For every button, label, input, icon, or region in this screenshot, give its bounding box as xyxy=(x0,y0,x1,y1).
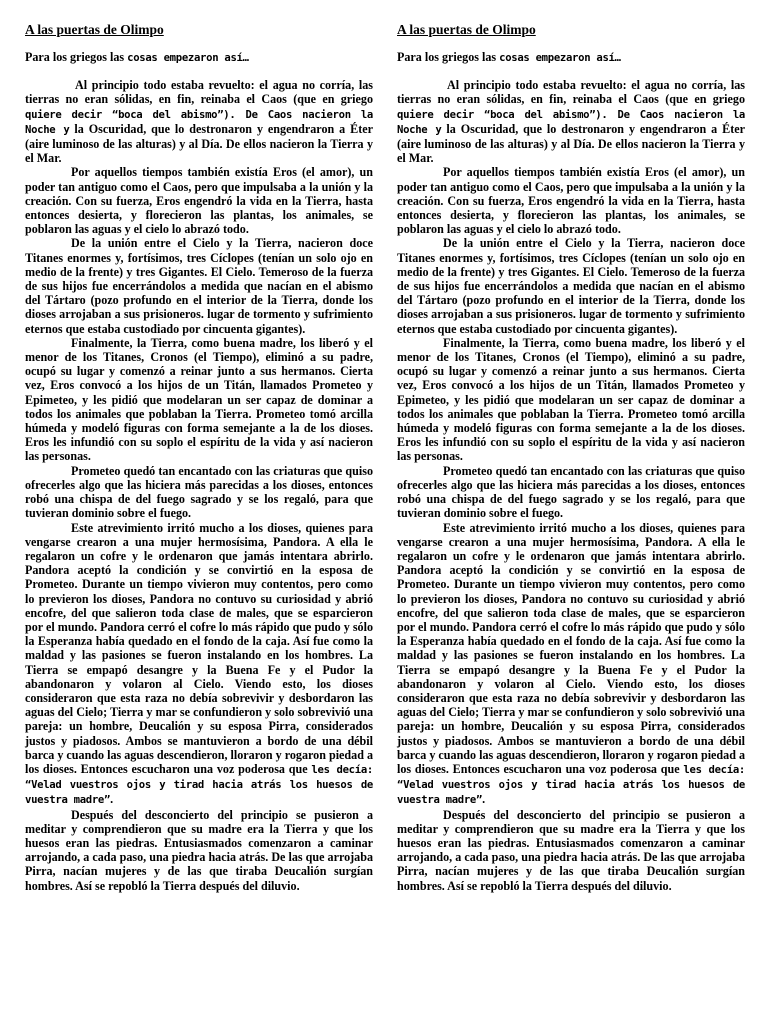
document-title: A las puertas de Olimpo xyxy=(25,22,164,37)
paragraph-7-copy: Después del desconcierto del principio se pusieron a meditar y comprendieron que su madre era la Tierra y que los huesos eran las piedras. Entusiasmados comenzaron a caminar arrojando, a cada paso, una piedra hacia atrás. De las que arrojaba Pirra, nacían mujeres y de las que tiraba Deucalión surgían hombres. Así se repobló la Tierra después del diluvio. xyxy=(397,807,745,893)
paragraph-6-part-c-copy: . xyxy=(482,792,486,807)
paragraph-2: Por aquellos tiempos también existía Eros (el amor), un poder tan antiguo como el Caos, pero que impulsaba a la unión y la creación. Con su fuerza, Eros engendró la vida en la Tierra, hasta entonces desierta, y florecieron las plantas, los animales, se poblaron las aguas y el cielo lo abrazó todo. xyxy=(25,165,373,237)
paragraph-6-quote-copy: les decía: “Velad vuestros ojos y tirad hacia atrás los huesos de vuestra madre” xyxy=(397,763,745,807)
paragraph-1 xyxy=(25,78,373,165)
left-column xyxy=(25,22,373,893)
intro-emphasis-copy: cosas empezaron así… xyxy=(499,52,621,64)
document-title-copy: A las puertas de Olimpo xyxy=(397,22,536,37)
intro-text: Para los griegos las xyxy=(25,50,128,64)
paragraph-6-quote: les decía: “Velad vuestros ojos y tirad hacia atrás los huesos de vuestra madre” xyxy=(25,763,373,807)
paragraph-4-copy: Finalmente, la Tierra, como buena madre, los liberó y el menor de los Titanes, Cronos (el Tiempo), eliminó a su padre, ocupó su lugar y comenzó a reinar junto a sus hermanos. Cierta vez, Eros convocó a los hijos de un Titán, llamados Prometeo y Epimeteo, y les pidió que modelaran un ser capaz de dominar a todos los animales que poblaban la Tierra. Prometeo tomó arcilla húmeda y modeló figuras con forma semejante a la de los dioses. Eros les infundió con su soplo el espíritu de la vida y así nacieron las personas. xyxy=(397,335,745,464)
paragraph-1-copy xyxy=(397,78,745,165)
intro-line xyxy=(25,50,373,65)
paragraph-7: Después del desconcierto del principio se pusieron a meditar y comprendieron que su madre era la Tierra y que los huesos eran las piedras. Entusiasmados comenzaron a caminar arrojando, a cada paso, una piedra hacia atrás. De las que arrojaba Pirra, nacían mujeres y de las que tiraba Deucalión surgían hombres. Así se repobló la Tierra después del diluvio. xyxy=(25,807,373,893)
paragraph-3-copy: De la unión entre el Cielo y la Tierra, nacieron doce Titanes enormes y, fortísimos, tres Cíclopes (tenían un solo ojo en medio de la frente) y tres Gigantes. El Cielo. Temeroso de la fuerza de sus hijos fue encerrándolos a medida que nacían en el abismo del Tártaro (pozo profundo en el interior de la Tierra, donde los dioses arrojaban a sus prisioneros. lugar de tormento y sufrimiento eternos que estaba custodiado por cincuenta gigantes). xyxy=(397,236,745,336)
intro-emphasis: cosas empezaron así… xyxy=(127,52,249,64)
intro-line-copy xyxy=(397,50,745,65)
paragraph-5: Prometeo quedó tan encantado con las criaturas que quiso ofrecerles algo que las hiciera más parecidas a los dioses, entonces robó una chispa de del fuego sagrado y se los regaló, para que tuvieran dominio sobre el fuego. xyxy=(25,463,373,521)
right-column xyxy=(397,22,745,893)
paragraph-6 xyxy=(25,521,373,808)
paragraph-1-part-b: quiere decir “boca del abismo”). De Caos nacieron la Noche y xyxy=(25,108,373,136)
paragraph-4: Finalmente, la Tierra, como buena madre, los liberó y el menor de los Titanes, Cronos (el Tiempo), eliminó a su padre, ocupó su lugar y comenzó a reinar junto a sus hermanos. Cierta vez, Eros convocó a los hijos de un Titán, llamados Prometeo y Epimeteo, y les pidió que modelaran un ser capaz de dominar a todos los animales que poblaban la Tierra. Prometeo tomó arcilla húmeda y modeló figuras con forma semejante a la de los dioses. Eros les infundió con su soplo el espíritu de la vida y así nacieron las personas. xyxy=(25,335,373,464)
paragraph-6-part-c: . xyxy=(110,792,114,807)
paragraph-3: De la unión entre el Cielo y la Tierra, nacieron doce Titanes enormes y, fortísimos, tres Cíclopes (tenían un solo ojo en medio de la frente) y tres Gigantes. El Cielo. Temeroso de la fuerza de sus hijos fue encerrándolos a medida que nacían en el abismo del Tártaro (pozo profundo en el interior de la Tierra, donde los dioses arrojaban a sus prisioneros. lugar de tormento y sufrimiento eternos que estaba custodiado por cincuenta gigantes). xyxy=(25,236,373,336)
paragraph-1-part-a-copy: Al principio todo estaba revuelto: el agua no corría, las tierras no eran sólidas, en fin, reinaba el Caos (que en griego xyxy=(397,78,745,107)
paragraph-6-part-a-copy: Este atrevimiento irritó mucho a los dioses, quienes para vengarse crearon a una mujer hermosísima, Pandora. A ella le regalaron un cofre y le ordenaron que jamás intentara abrirlo. Pandora aceptó la condición y se convirtió en la esposa de Prometeo. Durante un tiempo vivieron muy contentos, pero como lo previeron los dioses, Pandora no contuvo su curiosidad y abrió encofre, del que salieron toda clase de males, que se esparcieron por el mundo. Pandora cerró el cofre lo más rápido que pudo y sólo la Esperanza había quedado en el fondo de la caja. Así fue como la maldad y las pasiones se fueron instalando en los hombres. La Tierra se empapó desangre y la Buena Fe y el Pudor la abandonaron y volaron al Cielo. Viendo esto, los dioses consideraron que esta raza no debía sobrevivir y desbordaron las aguas del Cielo; Tierra y mar se confundieron y solo sobrevivió una pareja: un hombre, Deucalión y su esposa Pirra, considerados justos y piadosos. Ambos se mantuvieron a bordo de una débil barca y cuando las aguas descendieron, lloraron y rogaron piedad a los dioses. Entonces escucharon una voz poderosa que xyxy=(397,520,745,776)
paragraph-1-part-a: Al principio todo estaba revuelto: el agua no corría, las tierras no eran sólidas, en fin, reinaba el Caos (que en griego xyxy=(25,78,373,107)
paragraph-6-part-a: Este atrevimiento irritó mucho a los dioses, quienes para vengarse crearon a una mujer hermosísima, Pandora. A ella le regalaron un cofre y le ordenaron que jamás intentara abrirlo. Pandora aceptó la condición y se convirtió en la esposa de Prometeo. Durante un tiempo vivieron muy contentos, pero como lo previeron los dioses, Pandora no contuvo su curiosidad y abrió encofre, del que salieron toda clase de males, que se esparcieron por el mundo. Pandora cerró el cofre lo más rápido que pudo y sólo la Esperanza había quedado en el fondo de la caja. Así fue como la maldad y las pasiones se fueron instalando en los hombres. La Tierra se empapó desangre y la Buena Fe y el Pudor la abandonaron y volaron al Cielo. Viendo esto, los dioses consideraron que esta raza no debía sobrevivir y desbordaron las aguas del Cielo; Tierra y mar se confundieron y solo sobrevivió una pareja: un hombre, Deucalión y su esposa Pirra, considerados justos y piadosos. Ambos se mantuvieron a bordo de una débil barca y cuando las aguas descendieron, lloraron y rogaron piedad a los dioses. Entonces escucharon una voz poderosa que xyxy=(25,520,373,776)
intro-text-copy: Para los griegos las xyxy=(397,50,500,64)
paragraph-1-part-c: la Oscuridad, que lo destronaron y engendraron a Éter (aire luminoso de las alturas) y al Día. De ellos nacieron la Tierra y el Mar. xyxy=(25,121,373,166)
paragraph-5-copy: Prometeo quedó tan encantado con las criaturas que quiso ofrecerles algo que las hiciera más parecidas a los dioses, entonces robó una chispa de del fuego sagrado y se los regaló, para que tuvieran dominio sobre el fuego. xyxy=(397,463,745,521)
paragraph-6-copy xyxy=(397,521,745,808)
paragraph-1-part-c-copy: la Oscuridad, que lo destronaron y engendraron a Éter (aire luminoso de las alturas) y al Día. De ellos nacieron la Tierra y el Mar. xyxy=(397,121,745,166)
paragraph-2-copy: Por aquellos tiempos también existía Eros (el amor), un poder tan antiguo como el Caos, pero que impulsaba a la unión y la creación. Con su fuerza, Eros engendró la vida en la Tierra, hasta entonces desierta, y florecieron las plantas, los animales, se poblaron las aguas y el cielo lo abrazó todo. xyxy=(397,165,745,237)
paragraph-1-part-b-copy: quiere decir “boca del abismo”). De Caos nacieron la Noche y xyxy=(397,108,745,136)
